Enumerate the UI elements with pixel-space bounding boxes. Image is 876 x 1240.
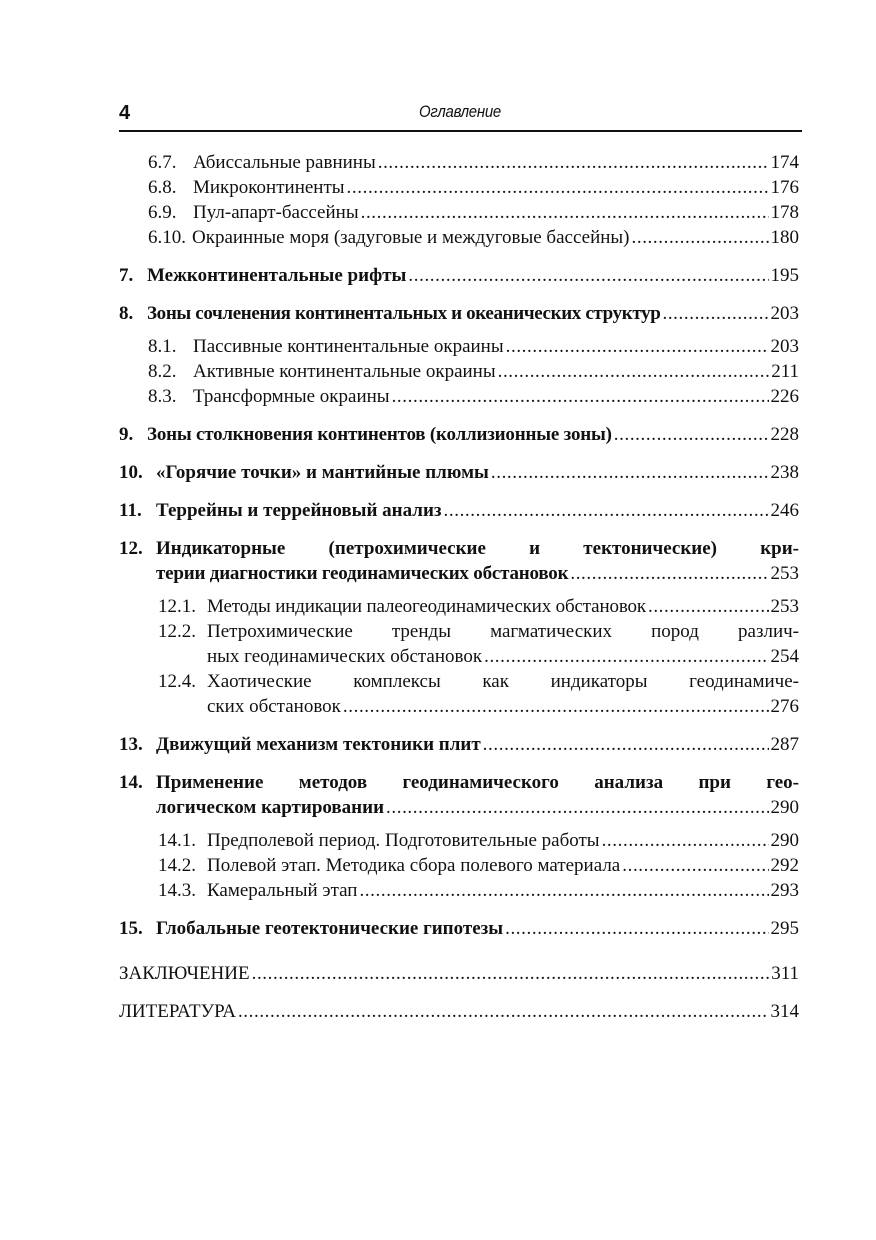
page-number: 4: [119, 102, 131, 124]
entry-number: 11.: [119, 500, 142, 521]
entry-page: 253: [770, 596, 799, 617]
entry-title: Методы индикации палеогеодинамических обстановок: [207, 596, 646, 617]
entry-page: 314: [770, 1001, 799, 1022]
dot-leader: [343, 694, 769, 719]
running-title: Оглавление: [419, 102, 501, 121]
entry-title: Предполевой период. Подготовительные работы: [207, 830, 600, 851]
dot-leader: [491, 460, 769, 485]
entry-number: 12.: [119, 538, 143, 559]
entry-title: Микроконтиненты: [193, 177, 345, 198]
entry-title: Трансформные окраины: [193, 386, 390, 407]
entry-number: 12.1.: [158, 596, 196, 617]
entry-page: 238: [770, 462, 799, 483]
entry-page: 290: [770, 830, 799, 851]
toc-entry-14-2[interactable]: [119, 853, 799, 878]
entry-number: 14.: [119, 772, 143, 793]
dot-leader: [386, 795, 768, 820]
page-header: [119, 100, 801, 130]
dot-leader: [632, 225, 769, 250]
entry-title-line-2: терии диагностики геодинамических обстановок: [156, 563, 569, 584]
entry-title-line-1: Применение методов геодинамического анализа при гео-: [156, 772, 799, 793]
toc-conclusion[interactable]: [119, 961, 799, 986]
entry-page: 295: [770, 918, 799, 939]
dot-leader: [378, 150, 769, 175]
entry-number: 14.1.: [158, 830, 196, 851]
dot-leader: [506, 334, 769, 359]
entry-page: 226: [770, 386, 799, 407]
toc-chapter-10[interactable]: [119, 460, 799, 485]
entry-title: ЗАКЛЮЧЕНИЕ: [119, 963, 250, 984]
dot-leader: [648, 594, 769, 619]
entry-page: 211: [771, 361, 799, 382]
entry-title-line-1: Петрохимические тренды магматических пород различ-: [207, 621, 799, 642]
dot-leader: [444, 498, 769, 523]
entry-title: Глобальные геотектонические гипотезы: [156, 918, 504, 939]
dot-leader: [252, 961, 770, 986]
dot-leader: [392, 384, 769, 409]
toc-entry-14-1[interactable]: [119, 828, 799, 853]
entry-number: 14.2.: [158, 855, 196, 876]
entry-number: 9.: [119, 424, 134, 445]
toc-entry-8-1[interactable]: [119, 334, 799, 359]
entry-page: 195: [770, 265, 799, 286]
entry-number: 8.: [119, 303, 134, 324]
entry-title: Зоны столкновения континентов (коллизионные зоны): [147, 424, 612, 445]
header-rule: [119, 130, 802, 132]
dot-leader: [498, 359, 770, 384]
toc-entry-8-2[interactable]: [119, 359, 799, 384]
entry-title-line-2: ских обстановок: [207, 696, 341, 717]
entry-number: 6.10.: [148, 227, 186, 248]
toc-entry-6-8[interactable]: [119, 175, 799, 200]
entry-page: 292: [770, 855, 799, 876]
entry-number: 14.3.: [158, 880, 196, 901]
dot-leader: [359, 878, 768, 903]
entry-title: Пассивные континентальные окраины: [193, 336, 504, 357]
toc-entry-12-2[interactable]: [119, 619, 799, 669]
entry-page: 174: [770, 152, 799, 173]
entry-page: 311: [771, 963, 799, 984]
entry-title: Полевой этап. Методика сбора полевого материала: [207, 855, 621, 876]
entry-title: Камеральный этап: [207, 880, 358, 901]
toc-entry-14-3[interactable]: [119, 878, 799, 903]
dot-leader: [361, 200, 769, 225]
entry-title-line-2: ных геодинамических обстановок: [207, 646, 483, 667]
entry-page: 178: [770, 202, 799, 223]
entry-title: Террейны и террейновый анализ: [156, 500, 442, 521]
toc-entry-6-9[interactable]: [119, 200, 799, 225]
dot-leader: [602, 828, 769, 853]
toc-entry-6-10[interactable]: [119, 225, 799, 250]
entry-number: 10.: [119, 462, 143, 483]
entry-number: 8.3.: [148, 386, 177, 407]
dot-leader: [622, 853, 768, 878]
table-of-contents: [119, 150, 799, 1024]
dot-leader: [408, 263, 768, 288]
toc-entry-6-7[interactable]: [119, 150, 799, 175]
entry-title: Абиссальные равнины: [193, 152, 376, 173]
entry-page: 176: [770, 177, 799, 198]
entry-title-line-1: Хаотические комплексы как индикаторы геодинамиче-: [207, 671, 799, 692]
toc-chapter-13[interactable]: [119, 732, 799, 757]
toc-chapter-7[interactable]: [119, 263, 799, 288]
dot-leader: [484, 644, 768, 669]
toc-entry-8-3[interactable]: [119, 384, 799, 409]
entry-number: 12.2.: [158, 621, 196, 642]
entry-page: 203: [770, 303, 799, 324]
entry-page: 287: [770, 734, 799, 755]
entry-number: 13.: [119, 734, 143, 755]
entry-title: ЛИТЕРАТУРА: [119, 1001, 236, 1022]
dot-leader: [662, 301, 768, 326]
entry-number: 6.9.: [148, 202, 177, 223]
entry-page: 228: [770, 424, 799, 445]
toc-chapter-11[interactable]: [119, 498, 799, 523]
entry-number: 6.8.: [148, 177, 177, 198]
entry-title-line-1: Индикаторные (петрохимические и тектонические) кри-: [156, 538, 799, 559]
entry-title: Зоны сочленения континентальных и океанических структур: [147, 303, 661, 324]
toc-chapter-14[interactable]: [119, 770, 799, 820]
entry-title: Пул-апарт-бассейны: [193, 202, 359, 223]
entry-page: 293: [770, 880, 799, 901]
entry-number: 15.: [119, 918, 143, 939]
entry-page: 254: [770, 646, 799, 667]
toc-chapter-15[interactable]: [119, 916, 799, 941]
entry-number: 6.7.: [148, 152, 177, 173]
entry-page: 290: [770, 797, 799, 818]
entry-page: 276: [770, 696, 799, 717]
entry-page: 180: [770, 227, 799, 248]
entry-title: Окраинные моря (задуговые и междуговые бассейны): [192, 227, 630, 248]
toc-chapter-9[interactable]: [119, 422, 799, 447]
dot-leader: [570, 561, 768, 586]
dot-leader: [505, 916, 768, 941]
dot-leader: [238, 999, 769, 1024]
dot-leader: [483, 732, 769, 757]
entry-title: Активные континентальные окраины: [193, 361, 496, 382]
toc-chapter-12[interactable]: [119, 536, 799, 586]
entry-title: Движущий механизм тектоники плит: [156, 734, 481, 755]
entry-number: 12.4.: [158, 671, 196, 692]
entry-number: 7.: [119, 265, 134, 286]
entry-page: 246: [770, 500, 799, 521]
entry-page: 203: [770, 336, 799, 357]
entry-title: Межконтинентальные рифты: [147, 265, 407, 286]
dot-leader: [614, 422, 769, 447]
toc-entry-12-1[interactable]: [119, 594, 799, 619]
dot-leader: [347, 175, 769, 200]
entry-number: 8.1.: [148, 336, 177, 357]
toc-chapter-8[interactable]: [119, 301, 799, 326]
toc-entry-12-4[interactable]: [119, 669, 799, 719]
toc-literature[interactable]: [119, 999, 799, 1024]
entry-title-line-2: логическом картировании: [156, 797, 385, 818]
entry-title: «Горячие точки» и мантийные плюмы: [156, 462, 489, 483]
entry-page: 253: [770, 563, 799, 584]
entry-number: 8.2.: [148, 361, 177, 382]
